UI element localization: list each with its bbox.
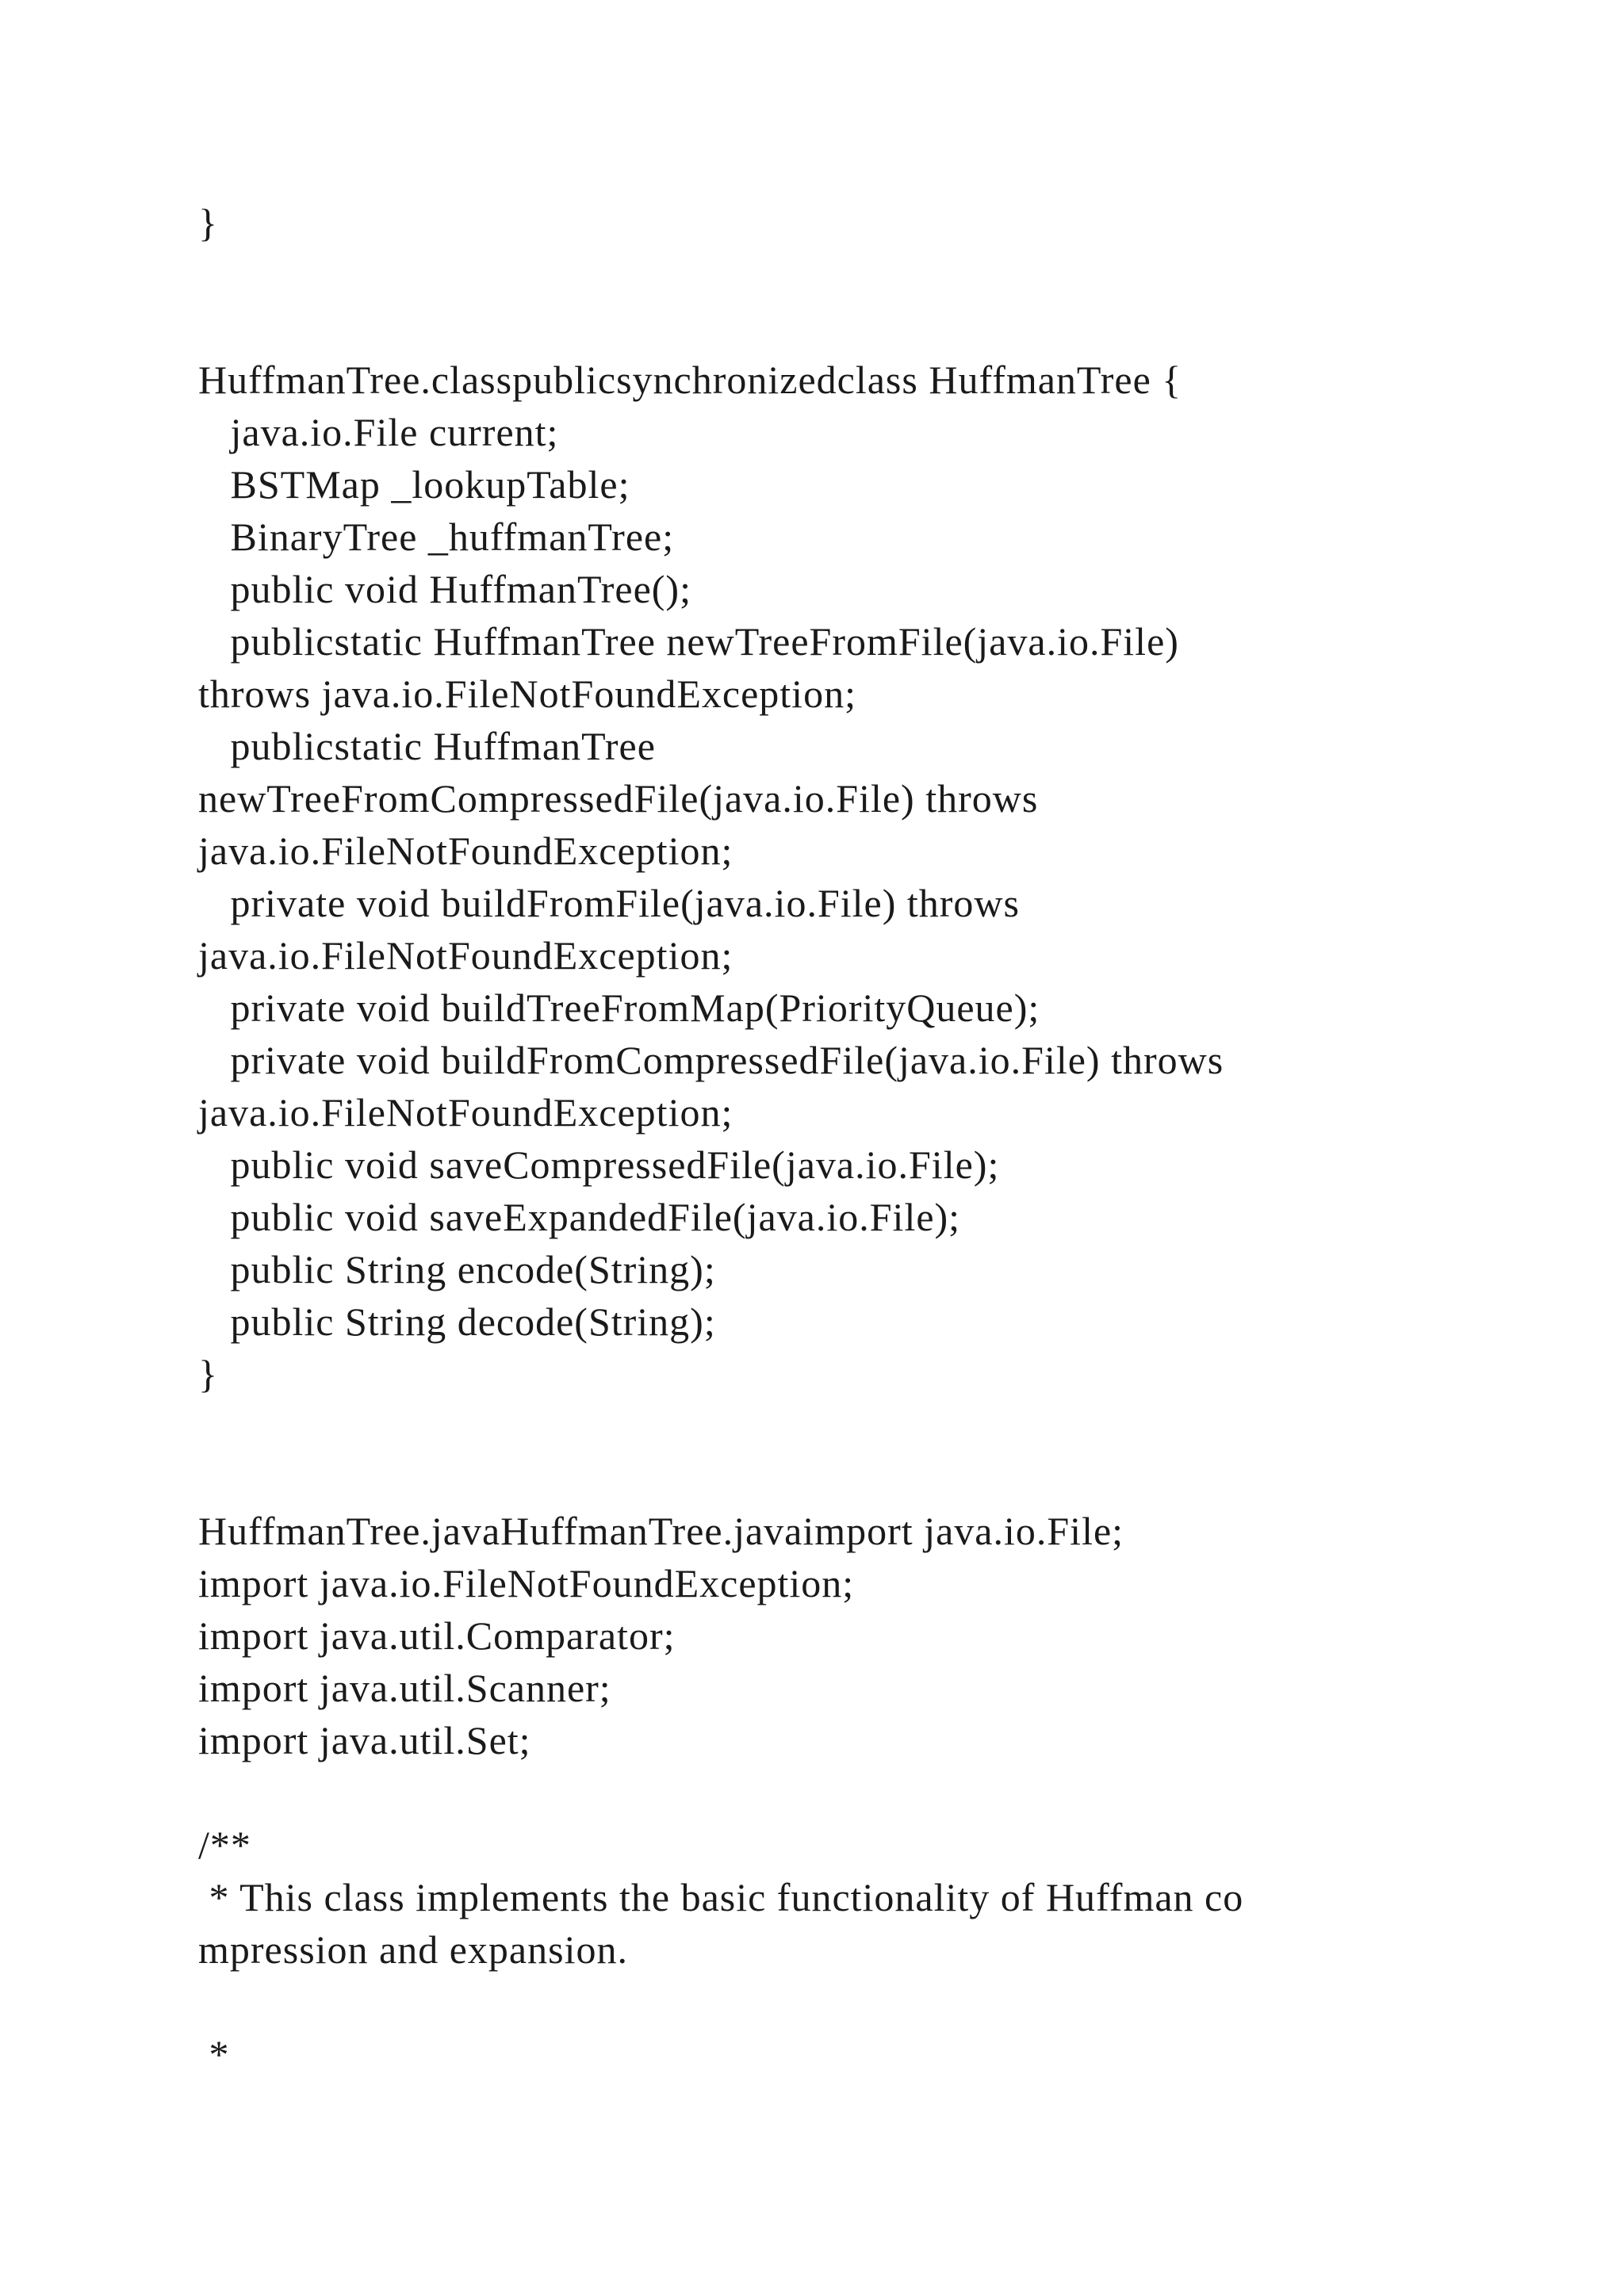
- text-line: public void HuffmanTree();: [198, 567, 691, 611]
- text-line: private void buildFromFile(java.io.File) throws: [198, 881, 1020, 925]
- text-line: HuffmanTree.javaHuffmanTree.javaimport java.io.File;: [198, 1509, 1124, 1553]
- text-line: import java.util.Comparator;: [198, 1613, 676, 1658]
- text-line: BinaryTree _huffmanTree;: [198, 515, 675, 559]
- text-line: java.io.FileNotFoundException;: [198, 933, 733, 978]
- text-line: public String encode(String);: [198, 1247, 716, 1292]
- text-line: /**: [198, 1823, 251, 1867]
- text-line: mpression and expansion.: [198, 1927, 628, 1972]
- text-line: publicstatic HuffmanTree newTreeFromFile(java.io.File): [198, 619, 1179, 664]
- text-line: import java.util.Scanner;: [198, 1666, 611, 1710]
- text-line: *: [198, 2032, 230, 2076]
- text-line: }: [198, 201, 218, 245]
- text-line: public void saveExpandedFile(java.io.File);: [198, 1195, 961, 1239]
- text-line: public String decode(String);: [198, 1299, 716, 1344]
- text-line: java.io.File current;: [198, 410, 559, 454]
- text-line: java.io.FileNotFoundException;: [198, 828, 733, 873]
- text-line: publicstatic HuffmanTree: [198, 724, 656, 768]
- text-line: public void saveCompressedFile(java.io.File);: [198, 1142, 1000, 1187]
- text-line: private void buildTreeFromMap(PriorityQueue);: [198, 985, 1040, 1030]
- text-line: BSTMap _lookupTable;: [198, 462, 630, 507]
- text-line: import java.io.FileNotFoundException;: [198, 1561, 855, 1605]
- text-line: java.io.FileNotFoundException;: [198, 1090, 733, 1135]
- text-line: import java.util.Set;: [198, 1718, 531, 1762]
- text-line: newTreeFromCompressedFile(java.io.File) throws: [198, 776, 1039, 821]
- text-line: private void buildFromCompressedFile(java.io.File) throws: [198, 1038, 1224, 1082]
- text-line: * This class implements the basic functionality of Huffman co: [198, 1875, 1244, 1919]
- text-line: HuffmanTree.classpublicsynchronizedclass HuffmanTree {: [198, 358, 1182, 402]
- text-line: }: [198, 1352, 218, 1396]
- text-line: throws java.io.FileNotFoundException;: [198, 672, 856, 716]
